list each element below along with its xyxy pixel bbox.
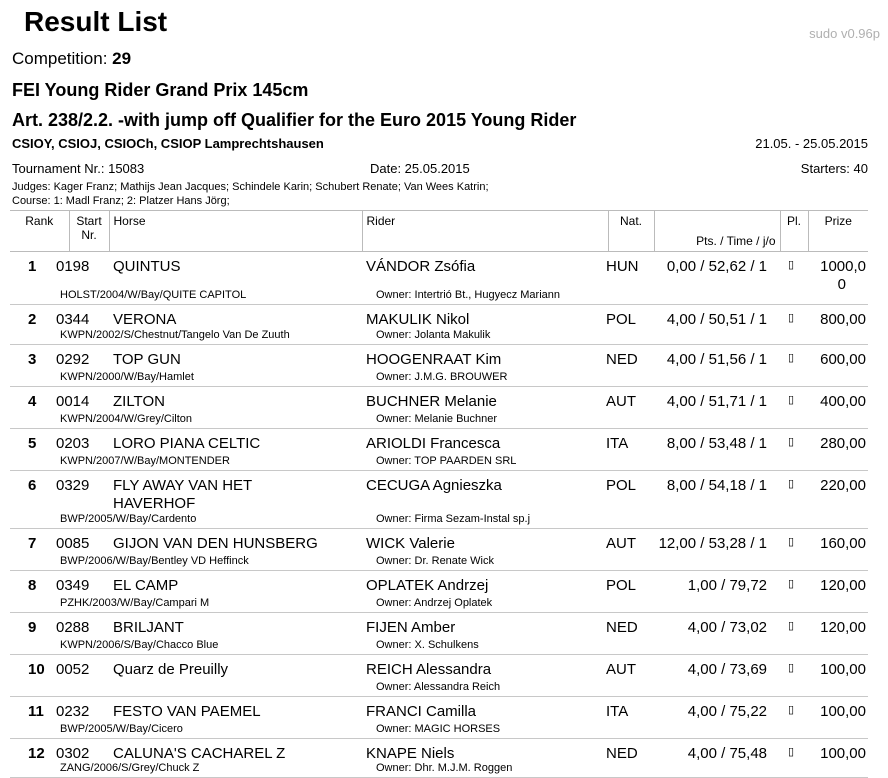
owner-name: Owner: Jolanta Makulik [376, 329, 491, 341]
rank-cell: 7 [28, 535, 37, 552]
rider-name: VÁNDOR Zsófia [366, 258, 476, 275]
nation-code: NED [606, 351, 638, 368]
table-row [10, 571, 868, 613]
horse-name: FLY AWAY VAN HET [113, 477, 253, 494]
horse-name: FESTO VAN PAEMEL [113, 703, 261, 720]
owner-name: Owner: MAGIC HORSES [376, 723, 501, 735]
placing-mark: ▯ [788, 746, 795, 758]
prize-amount: 600,00 [820, 351, 866, 368]
tournament-number: Tournament Nr.: 15083 [12, 161, 145, 176]
start-number: 0292 [56, 351, 90, 368]
nation-code: AUT [606, 661, 636, 678]
placing-mark: ▯ [788, 704, 795, 716]
results-table [10, 210, 868, 778]
table-row [10, 252, 868, 305]
start-number: 0232 [56, 703, 90, 720]
placing-mark: ▯ [788, 352, 795, 364]
competition-label: Competition: [12, 49, 108, 68]
prize-amount: 160,00 [820, 535, 866, 552]
owner-name: Owner: Intertrió Bt., Hugyecz Mariann [376, 289, 561, 301]
horse-details: PZHK/2003/W/Bay/Campari M [60, 597, 210, 609]
rider-name: KNAPE Niels [366, 745, 455, 762]
course-designers-line: Course: 1: Madl Franz; 2: Platzer Hans Jörg; [12, 195, 230, 207]
prize-amount: 400,00 [820, 393, 866, 410]
horse-name: LORO PIANA CELTIC [113, 435, 261, 452]
rider-name: MAKULIK Nikol [366, 311, 470, 328]
points-time: 8,00 / 54,18 / 1 [666, 477, 767, 494]
horse-name: ZILTON [113, 393, 165, 410]
owner-name: Owner: Andrzej Oplatek [376, 597, 493, 609]
owner-name: Owner: X. Schulkens [376, 639, 479, 651]
horse-name: CALUNA'S CACHAREL Z [113, 745, 286, 762]
rider-name: OPLATEK Andrzej [366, 577, 489, 594]
horse-name-continued: HAVERHOF [113, 495, 196, 512]
prize-amount: 100,00 [820, 661, 866, 678]
start-number: 0014 [56, 393, 90, 410]
start-number: 0288 [56, 619, 90, 636]
owner-name: Owner: Dr. Renate Wick [376, 555, 494, 567]
prize-amount: 120,00 [820, 619, 866, 636]
owner-name: Owner: Melanie Buchner [376, 413, 498, 425]
prize-amount: 220,00 [820, 477, 866, 494]
placing-mark: ▯ [788, 620, 795, 632]
table-row [10, 613, 868, 655]
horse-details: BWP/2006/W/Bay/Bentley VD Heffinck [60, 555, 249, 567]
competition-date: Date: 25.05.2015 [370, 161, 470, 176]
start-number: 0052 [56, 661, 90, 678]
start-number: 0085 [56, 535, 90, 552]
table-row [10, 697, 868, 739]
rank-cell: 9 [28, 619, 37, 636]
prize-amount: 1000,0 [820, 258, 866, 275]
points-time: 4,00 / 51,56 / 1 [666, 351, 767, 368]
horse-details: BWP/2005/W/Bay/Cicero [60, 723, 183, 735]
competition-number: 29 [112, 49, 132, 68]
nation-code: AUT [606, 535, 636, 552]
horse-details: KWPN/2000/W/Bay/Hamlet [60, 371, 194, 383]
start-number: 0344 [56, 311, 90, 328]
table-row [10, 655, 868, 697]
rank-cell: 8 [28, 577, 37, 594]
horse-name: QUINTUS [113, 258, 181, 275]
column-header-rider: Rider [362, 211, 608, 252]
placing-mark: ▯ [788, 536, 795, 548]
prize-amount: 100,00 [820, 745, 866, 762]
prize-amount-continued: 0 [837, 276, 846, 293]
rider-name: BUCHNER Melanie [366, 393, 497, 410]
rank-cell: 3 [28, 351, 37, 368]
placing-mark: ▯ [788, 312, 795, 324]
horse-name: Quarz de Preuilly [113, 661, 229, 678]
table-row [10, 387, 868, 429]
rank-cell: 2 [28, 311, 37, 328]
column-header-placing: Pl. [780, 211, 808, 252]
rank-cell: 10 [28, 661, 45, 678]
table-row [10, 529, 868, 571]
table-row [10, 429, 868, 471]
column-header-horse: Horse [109, 211, 362, 252]
nation-code: AUT [606, 393, 636, 410]
points-time: 4,00 / 51,71 / 1 [666, 393, 767, 410]
points-time: 8,00 / 53,48 / 1 [666, 435, 767, 452]
table-row [10, 739, 868, 778]
column-header-points-time: Pts. / Time / j/o [654, 211, 780, 252]
nation-code: NED [606, 745, 638, 762]
event-dates: 21.05. - 25.05.2015 [755, 136, 868, 151]
placing-mark: ▯ [788, 578, 795, 590]
points-time: 4,00 / 73,69 [687, 661, 767, 678]
rank-cell: 1 [28, 258, 37, 275]
prize-amount: 800,00 [820, 311, 866, 328]
competition-line [12, 49, 131, 69]
horse-details: ZANG/2006/S/Grey/Chuck Z [60, 762, 200, 774]
horse-details: KWPN/2007/W/Bay/MONTENDER [60, 455, 230, 467]
rider-name: ARIOLDI Francesca [366, 435, 501, 452]
event-classes: CSIOY, CSIOJ, CSIOCh, CSIOP Lamprechtshausen [12, 136, 324, 151]
nation-code: POL [606, 311, 637, 328]
owner-name: Owner: Alessandra Reich [376, 681, 501, 693]
version-label: sudo v0.96p [809, 26, 880, 41]
rider-name: WICK Valerie [366, 535, 455, 552]
rider-name: CECUGA Agnieszka [366, 477, 502, 494]
rider-name: FIJEN Amber [366, 619, 456, 636]
horse-details: HOLST/2004/W/Bay/QUITE CAPITOL [60, 289, 247, 301]
horse-name: BRILJANT [113, 619, 184, 636]
nation-code: POL [606, 477, 637, 494]
nation-code: ITA [606, 435, 629, 452]
placing-mark: ▯ [788, 394, 795, 406]
start-number: 0198 [56, 258, 90, 275]
placing-mark: ▯ [788, 436, 795, 448]
rider-name: FRANCI Camilla [366, 703, 477, 720]
horse-details: BWP/2005/W/Bay/Cardento [60, 513, 197, 525]
rank-cell: 12 [28, 745, 45, 762]
column-header-start-nr: Start Nr. [69, 211, 109, 252]
table-row [10, 305, 868, 345]
competition-name: FEI Young Rider Grand Prix 145cm [12, 80, 309, 100]
points-time: 4,00 / 73,02 [687, 619, 767, 636]
points-time: 4,00 / 75,48 [687, 745, 767, 762]
page-title: Result List [24, 6, 168, 37]
owner-name: Owner: Dhr. M.J.M. Roggen [376, 762, 513, 774]
placing-mark: ▯ [788, 259, 795, 271]
nation-code: ITA [606, 703, 629, 720]
nation-code: POL [606, 577, 637, 594]
prize-amount: 120,00 [820, 577, 866, 594]
prize-amount: 100,00 [820, 703, 866, 720]
nation-code: NED [606, 619, 638, 636]
start-number: 0203 [56, 435, 90, 452]
placing-mark: ▯ [788, 662, 795, 674]
points-time: 12,00 / 53,28 / 1 [658, 535, 767, 552]
nation-code: HUN [606, 258, 639, 275]
rank-cell: 11 [28, 703, 44, 720]
horse-details: KWPN/2006/S/Bay/Chacco Blue [60, 639, 219, 651]
points-time: 0,00 / 52,62 / 1 [666, 258, 767, 275]
owner-name: Owner: TOP PAARDEN SRL [376, 455, 517, 467]
horse-name: EL CAMP [113, 577, 179, 594]
rider-name: REICH Alessandra [366, 661, 492, 678]
rank-cell: 5 [28, 435, 37, 452]
points-time: 4,00 / 75,22 [687, 703, 767, 720]
column-header-rank: Rank [10, 211, 69, 252]
start-number: 0302 [56, 745, 90, 762]
points-time: 4,00 / 50,51 / 1 [666, 311, 767, 328]
prize-amount: 280,00 [820, 435, 866, 452]
placing-mark: ▯ [788, 478, 795, 490]
judges-line: Judges: Kager Franz; Mathijs Jean Jacques; Schindele Karin; Schubert Renate; Van Wees Katrin; [12, 181, 489, 193]
column-header-prize: Prize [808, 211, 868, 252]
horse-name: VERONA [113, 311, 177, 328]
table-row [10, 471, 868, 529]
rank-cell: 4 [28, 393, 37, 410]
horse-name: TOP GUN [113, 351, 181, 368]
owner-name: Owner: Firma Sezam-Instal sp.j [376, 513, 531, 525]
start-number: 0329 [56, 477, 90, 494]
table-header-row [10, 211, 868, 252]
owner-name: Owner: J.M.G. BROUWER [376, 371, 508, 383]
horse-name: GIJON VAN DEN HUNSBERG [113, 535, 318, 552]
column-header-nation: Nat. [608, 211, 654, 252]
points-time: 1,00 / 79,72 [687, 577, 767, 594]
start-number: 0349 [56, 577, 90, 594]
competition-article: Art. 238/2.2. -with jump off Qualifier for the Euro 2015 Young Rider [12, 110, 577, 130]
rank-cell: 6 [28, 477, 37, 494]
starters-count: Starters: 40 [800, 161, 868, 176]
horse-details: KWPN/2004/W/Grey/Cilton [60, 413, 193, 425]
table-row [10, 345, 868, 387]
rider-name: HOOGENRAAT Kim [366, 351, 502, 368]
horse-details: KWPN/2002/S/Chestnut/Tangelo Van De Zuuth [60, 329, 290, 341]
